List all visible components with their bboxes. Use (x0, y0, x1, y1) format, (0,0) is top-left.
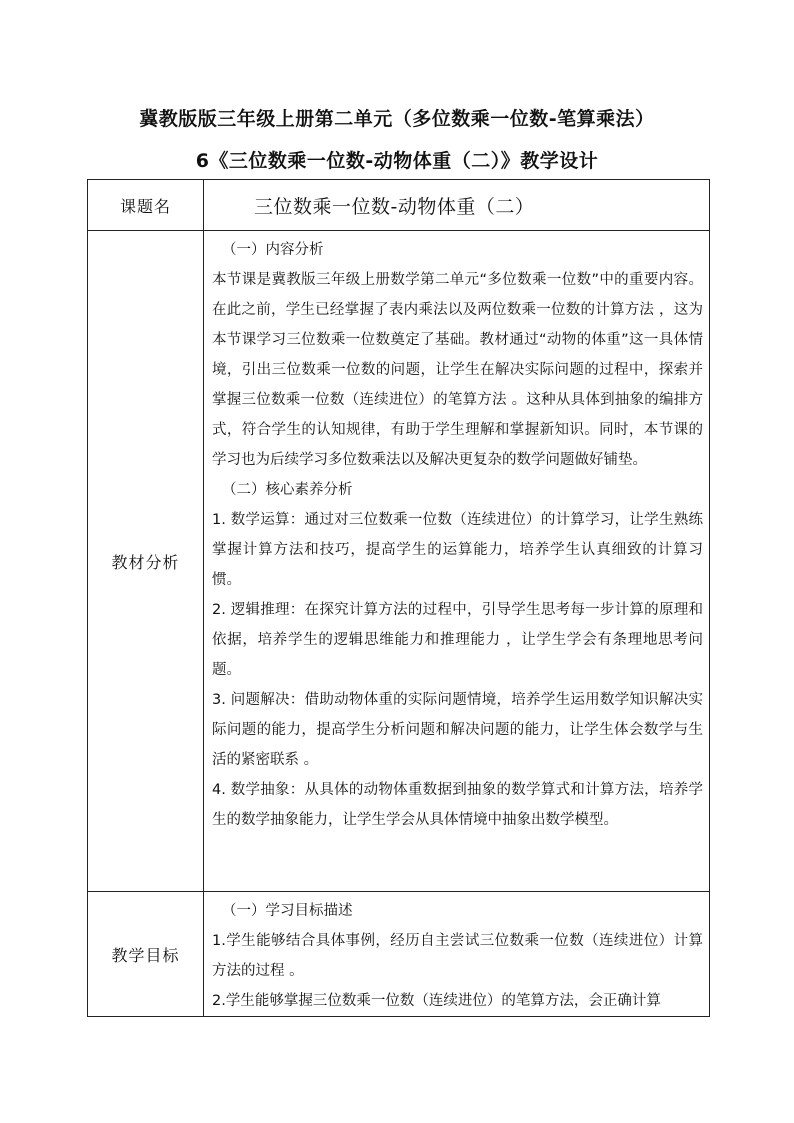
analysis-paragraph: 本节课是冀教版三年级上册数学第二单元“多位数乘一位数”中的重要内容。在此之前，学生已经掌握了表内乘法以及两位数乘一位数的计算方法 ，这为本节课学习三位数乘一位数奠定了基础。教材通过“动物的体重”这一具体情境，引出三位数乘一位数的问题，让学生在解决实际问题的过程中，探索并掌握三位数乘一位数（连续进位）的笔算方法 。这种从具体到抽象的编排方式，符合学生的认知规律，有助于学生理解和掌握新知识。同时，本节课的学习也为后续学习多位数乘法以及解决更复杂的数学问题做好铺垫。 (212, 272, 703, 468)
topic-value: 三位数乘一位数-动物体重（二） (204, 180, 710, 231)
analysis-row (88, 231, 710, 892)
goals-label: 教学目标 (88, 892, 204, 1017)
document-title-line1: 冀教版版三年级上册第二单元（多位数乘一位数-笔算乘法） (139, 108, 655, 130)
goals-row (88, 892, 710, 1017)
literacy-item-1: 1. 数学运算：通过对三位数乘一位数（连续进位）的计算学习，让学生熟练掌握计算方法和技巧，提高学生的运算能力，培养学生认真细致的计算习惯。 (212, 512, 703, 588)
literacy-item-4: 4. 数学抽象：从具体的动物体重数据到抽象的数学算式和计算方法，培养学生的数学抽象能力，让学生学会从具体情境中抽象出数学模型。 (212, 782, 703, 828)
goal-item-2: 2.学生能够掌握三位数乘一位数（连续进位）的笔算方法，会正确计算 (212, 993, 661, 1009)
goals-content (204, 892, 710, 1017)
analysis-content (204, 231, 710, 892)
topic-row (88, 180, 710, 231)
goals-heading: （一）学习目标描述 (222, 903, 353, 919)
analysis-label: 教材分析 (88, 231, 204, 892)
goal-item-1: 1.学生能够结合具体事例，经历自主尝试三位数乘一位数（连续进位）计算方法的过程 。 (212, 933, 703, 979)
lesson-design-table (87, 179, 710, 1017)
literacy-item-2: 2. 逻辑推理：在探究计算方法的过程中，引导学生思考每一步计算的原理和依据，培养学生的逻辑思维能力和推理能力 ，让学生学会有条理地思考问题。 (212, 602, 703, 678)
analysis-heading-content: （一）内容分析 (222, 242, 324, 258)
analysis-heading-literacy: （二）核心素养分析 (222, 482, 353, 498)
literacy-item-3: 3. 问题解决：借助动物体重的实际问题情境，培养学生运用数学知识解决实际问题的能力，提高学生分析问题和解决问题的能力，让学生体会数学与生活的紧密联系 。 (212, 692, 703, 768)
topic-label: 课题名 (88, 180, 204, 231)
document-title-line2: 6《三位数乘一位数-动物体重（二）》教学设计 (195, 150, 599, 172)
